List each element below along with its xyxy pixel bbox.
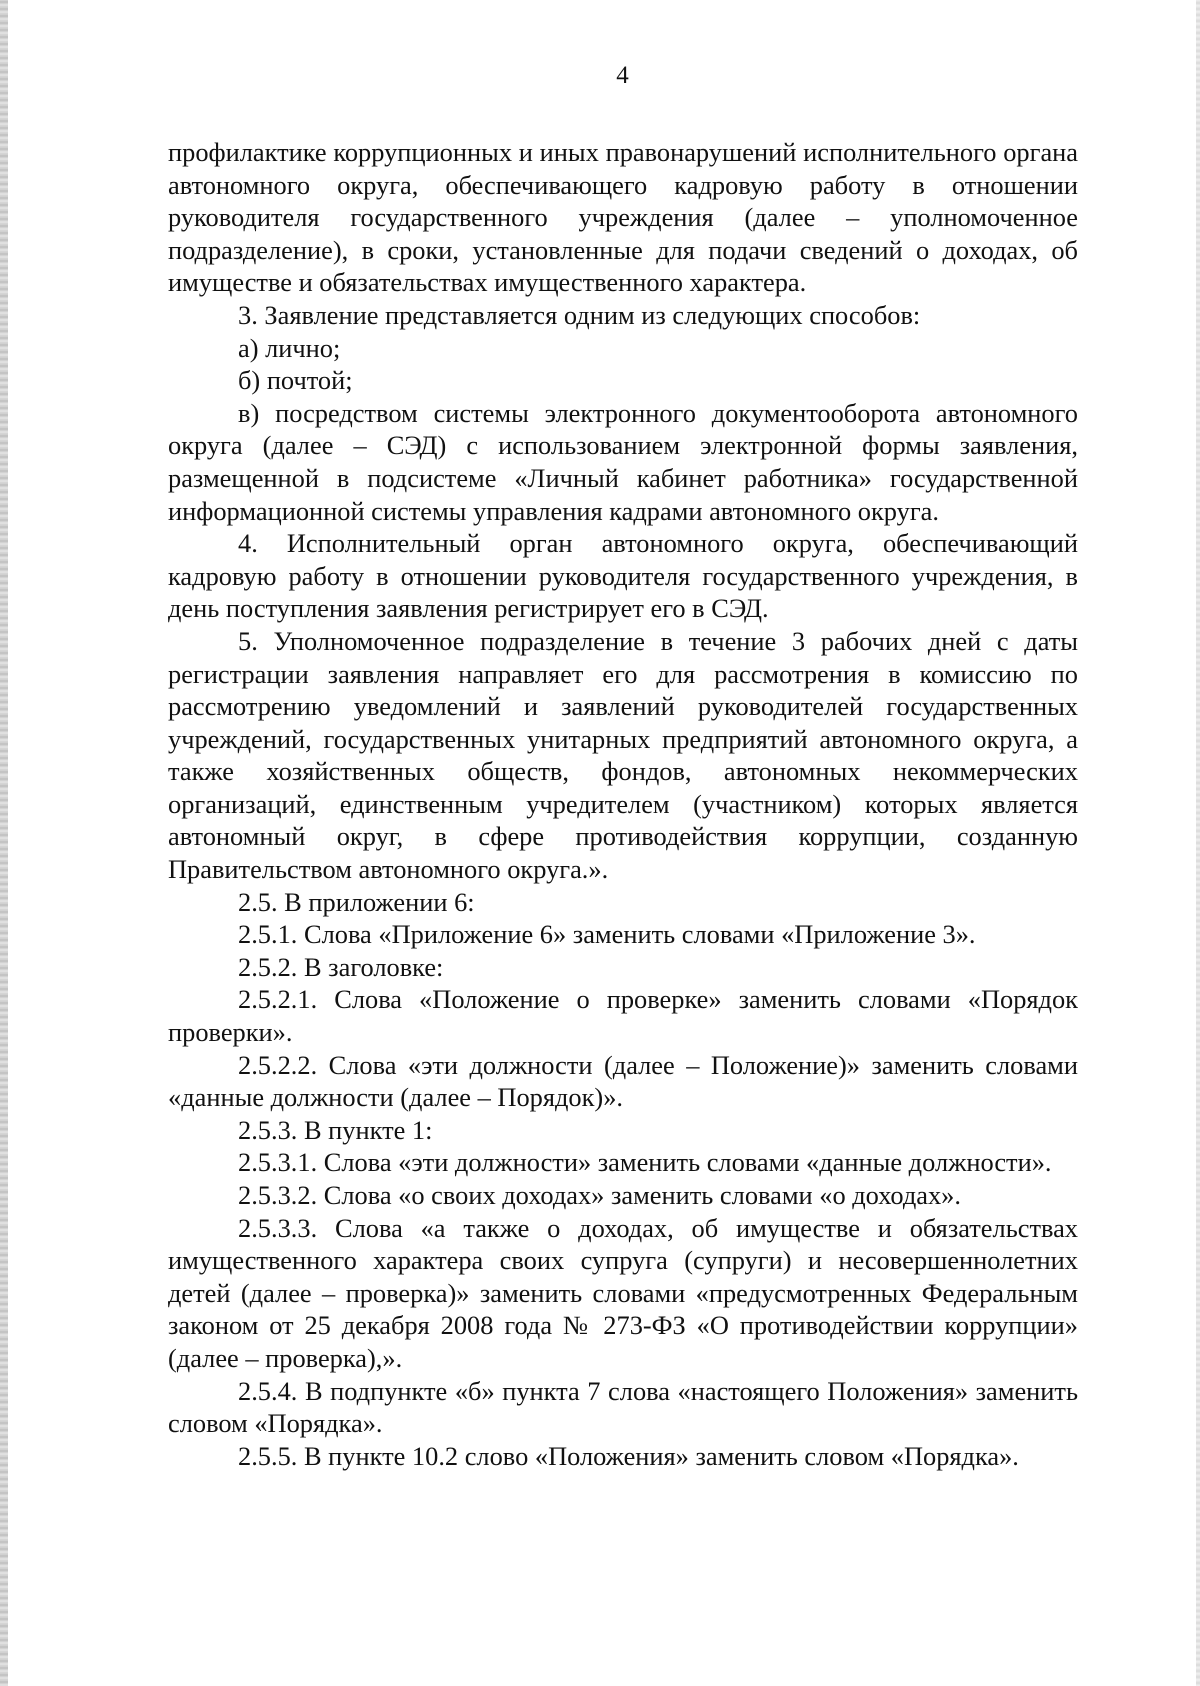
scan-edge-left [0,0,8,1686]
paragraph-subitem-a: а) лично; [238,332,341,363]
paragraph-continuation: профилактике коррупционных и иных правонарушений исполнительного органа автономного округа, обеспечивающего кадровую работу в отношении руководителя государственного учреждения (далее – уполномоченное подразделение), в сроки, установленные для подачи сведений о доходах, об имуществе и обязательствах имущественного характера. [168,137,1078,298]
paragraph-subitem-v: в) посредством системы электронного документооборота автономного округа (далее – СЭД) с использованием электронной формы заявления, размещенной в подсистеме «Личный кабинет работника» государственной информационной системы управления кадрами автономного округа. [168,397,1078,526]
paragraph-2-5-3-2: 2.5.3.2. Слова «о своих доходах» заменить словами «о доходах». [238,1180,961,1210]
paragraph-subitem-b: б) почтой; [238,365,353,396]
scan-edge-right [1196,0,1200,1686]
document-body [168,136,1078,1472]
paragraph-item-3: 3. Заявление представляется одним из следующих способов: [238,299,921,330]
paragraph-2-5-1: 2.5.1. Слова «Приложение 6» заменить словами «Приложение 3». [238,919,976,950]
paragraph-item-5: 5. Уполномоченное подразделение в течение 3 рабочих дней с даты регистрации заявления направляет его для рассмотрения в комиссию по рассмотрению уведомлений и заявлений руководителей государственных учреждений, государственных унитарных предприятий автономного округа, а также хозяйственных обществ, фондов, автономных некоммерческих организаций, единственным учредителем (участником) которых является автономный округ, в сфере противодействия коррупции, созданную Правительством автономного округа.». [168,625,1078,885]
paragraph-2-5-3: 2.5.3. В пункте 1: [238,1114,433,1145]
paragraph-2-5-2-1: 2.5.2.1. Слова «Положение о проверке» заменить словами «Порядок проверки». [168,984,1078,1048]
paragraph-2-5-4: 2.5.4. В подпункте «б» пункта 7 слова «настоящего Положения» заменить словом «Порядка». [168,1375,1078,1439]
paragraph-2-5-3-3: 2.5.3.3. Слова «а также о доходах, об имуществе и обязательствах имущественного характера своих супруга (супруги) и несовершеннолетних детей (далее – проверка)» заменить словами «предусмотренных Федеральным законом от 25 декабря 2008 года № 273-ФЗ «О противодействии коррупции» (далее – проверка),». [168,1212,1078,1373]
paragraph-2-5-3-1: 2.5.3.1. Слова «эти должности» заменить словами «данные должности». [238,1147,1052,1178]
paragraph-2-5-2: 2.5.2. В заголовке: [238,951,444,982]
page-number: 4 [616,62,629,89]
paragraph-2-5: 2.5. В приложении 6: [238,886,475,917]
paragraph-2-5-5: 2.5.5. В пункте 10.2 слово «Положения» заменить словом «Порядка». [238,1440,1019,1471]
paragraph-item-4: 4. Исполнительный орган автономного округа, обеспечивающий кадровую работу в отношении руководителя государственного учреждения, в день поступления заявления регистрирует его в СЭД. [168,528,1078,624]
paragraph-2-5-2-2: 2.5.2.2. Слова «эти должности (далее – Положение)» заменить словами «данные должности (далее – Порядок)». [168,1049,1078,1113]
